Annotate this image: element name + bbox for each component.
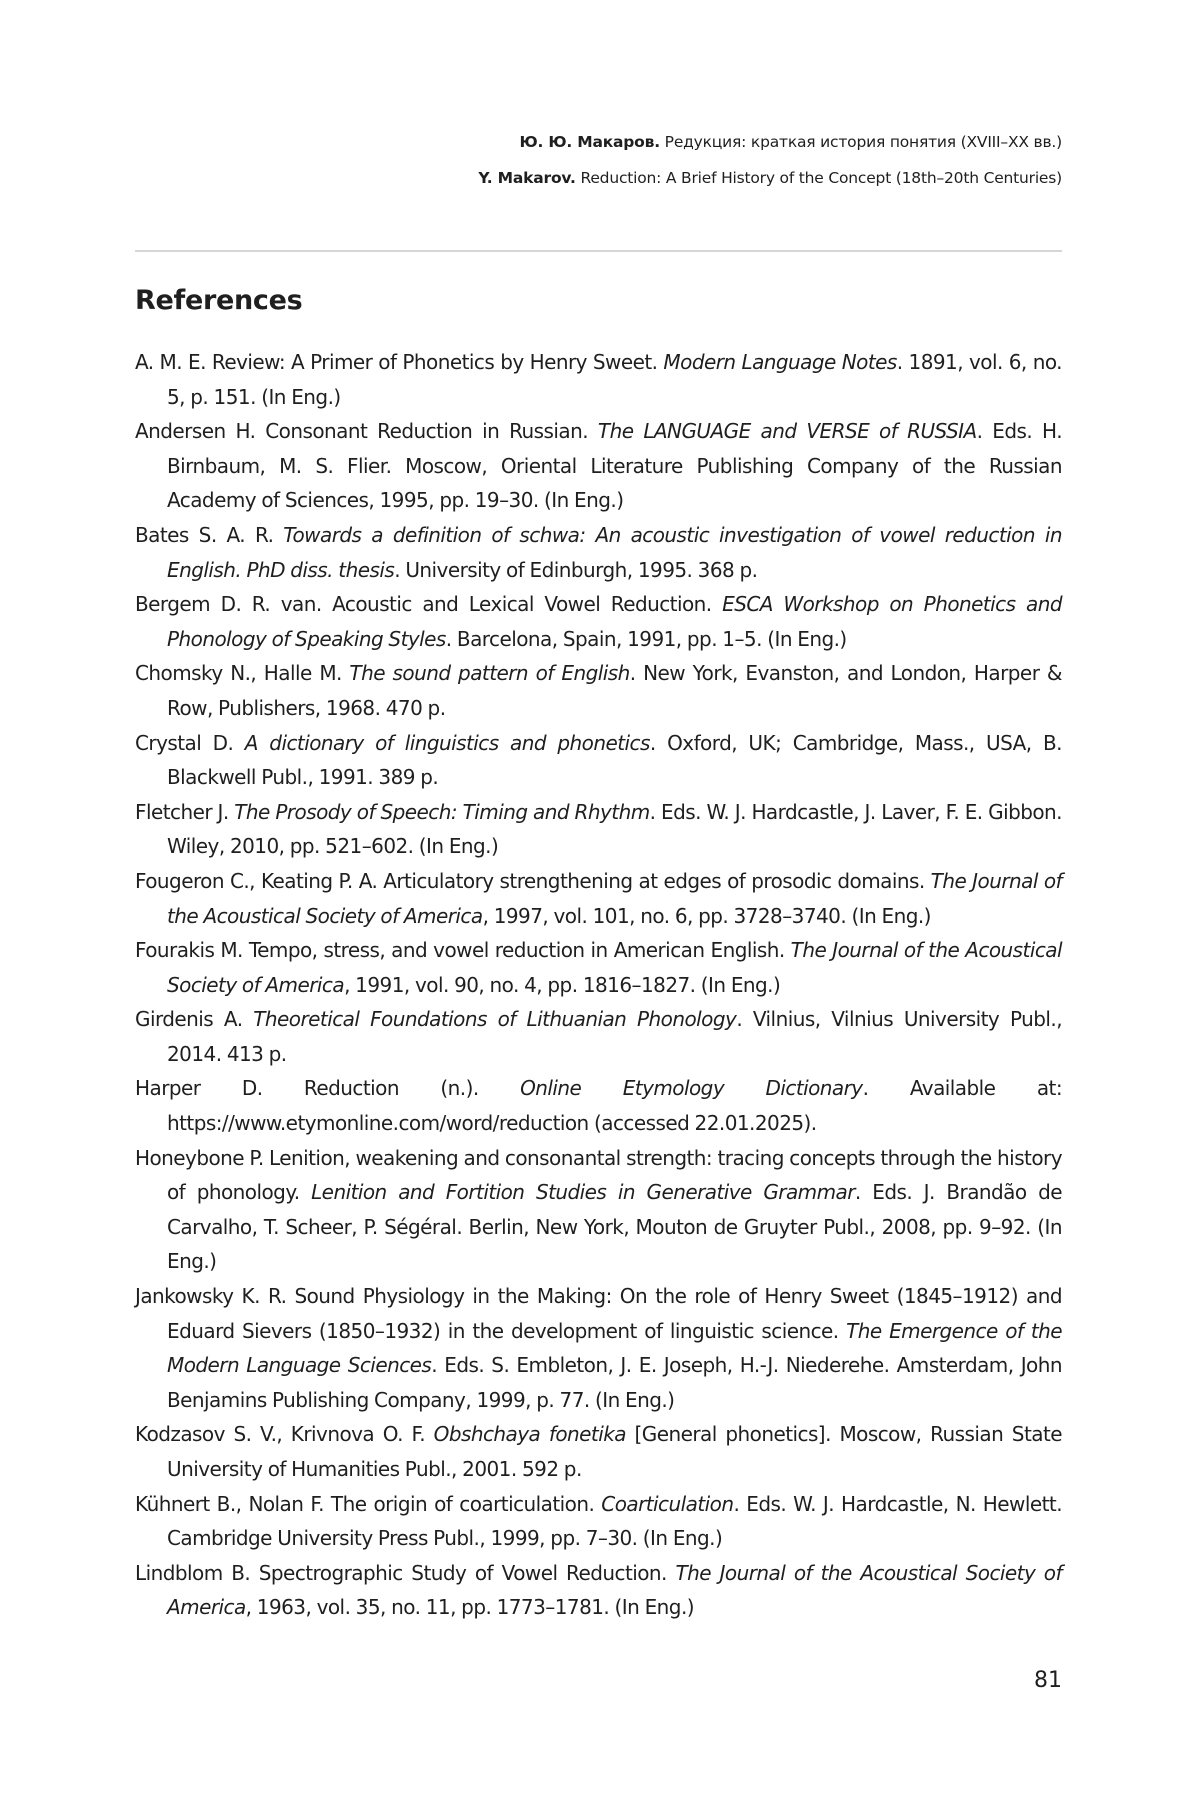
reference-item: Harper D. Reduction (n.). Online Etymology Dictionary. Available at: https://www.etymonline.com/word/reduction (accessed 22.01.2025). [135,1076,1063,1136]
running-header [478,124,1062,196]
reference-item: Fletcher J. The Prosody of Speech: Timing and Rhythm. Eds. W. J. Hardcastle, J. Laver, F. E. Gibbon. Wiley, 2010, pp. 521–602. (In Eng.) [135,799,1062,859]
header-russian-author: Ю. Ю. Макаров. [519,133,660,151]
reference-item: Kühnert B., Nolan F. The origin of coarticulation. Coarticulation. Eds. W. J. Hardcastle, N. Hewlett. Cambridge University Press Publ., 1999, pp. 7–30. (In Eng.) [135,1491,1063,1551]
header-english-title: Reduction: A Brief History of the Concept (18th–20th Centuries) [580,169,1062,187]
reference-item: Chomsky N., Halle M. The sound pattern of English. New York, Evanston, and London, Harper & Row, Publishers, 1968. 470 p. [135,661,1062,720]
reference-item: Crystal D. A dictionary of linguistics and phonetics. Oxford, UK; Cambridge, Mass., USA, B. Blackwell Publ., 1991. 389 p. [135,730,1062,790]
reference-list [135,345,1062,1625]
reference-item: Bates S. A. R. Towards a definition of schwa: An acoustic investigation of vowel reduction in English. PhD diss. thesis. University of Edinburgh, 1995. 368 p. [135,522,1062,582]
reference-item: Girdenis A. Theoretical Foundations of Lithuanian Phonology. Vilnius, Vilnius University Publ., 2014. 413 p. [135,1007,1062,1066]
reference-item: Fougeron C., Keating P. A. Articulatory strengthening at edges of prosodic domains. The Journal of the Acoustical Society of America, 1997, vol. 101, no. 6, pp. 3728–3740. (In Eng.) [135,868,1062,928]
reference-item: Honeybone P. Lenition, weakening and consonantal strength: tracing concepts through the history of phonology. Lenition and Fortition Studies in Generative Grammar. Eds. J. Brandão de Carvalho, T. Scheer, P. Ségéral. Berlin, New York, Mouton de Gruyter Publ., 2008, pp. 9–92. (In Eng.) [135,1145,1063,1274]
page-number: 81 [1034,1668,1062,1693]
reference-item: Lindblom B. Spectrographic Study of Vowel Reduction. The Journal of the Acoustical Society of America, 1963, vol. 35, no. 11, pp. 1773–1781. (In Eng.) [135,1560,1062,1620]
reference-item: Bergem D. R. van. Acoustic and Lexical Vowel Reduction. ESCA Workshop on Phonetics and Phonology of Speaking Styles. Barcelona, Spain, 1991, pp. 1–5. (In Eng.) [135,592,1062,651]
section-title: References [135,285,303,316]
header-english [478,160,1062,196]
header-divider [135,250,1062,252]
reference-item: A. M. E. Review: A Primer of Phonetics by Henry Sweet. Modern Language Notes. 1891, vol. 6, no. 5, p. 151. (In Eng.) [135,350,1062,409]
header-english-author: Y. Makarov. [478,169,576,187]
reference-item: Jankowsky K. R. Sound Physiology in the Making: On the role of Henry Sweet (1845–1912) and Eduard Sievers (1850–1932) in the development of linguistic science. The Emergence of the Modern Language Sciences. Eds. S. Embleton, J. E. Joseph, H.-J. Niederehe. Amsterdam, John Benjamins Publishing Company, 1999, p. 77. (In Eng.) [135,1284,1062,1412]
header-russian [478,124,1062,160]
reference-item: Fourakis M. Tempo, stress, and vowel reduction in American English. The Journal of the Acoustical Society of America, 1991, vol. 90, no. 4, pp. 1816–1827. (In Eng.) [135,938,1062,997]
reference-item: Kodzasov S. V., Krivnova O. F. Obshchaya fonetika [General phonetics]. Moscow, Russian State University of Humanities Publ., 2001. 592 p. [135,1422,1063,1481]
header-russian-title: Редукция: краткая история понятия (XVIII–XX вв.) [664,133,1062,151]
reference-item: Andersen H. Consonant Reduction in Russian. The LANGUAGE and VERSE of RUSSIA. Eds. H. Birnbaum, M. S. Flier. Moscow, Oriental Literature Publishing Company of the Russian Academy of Sciences, 1995, pp. 19–30. (In Eng.) [135,419,1062,513]
